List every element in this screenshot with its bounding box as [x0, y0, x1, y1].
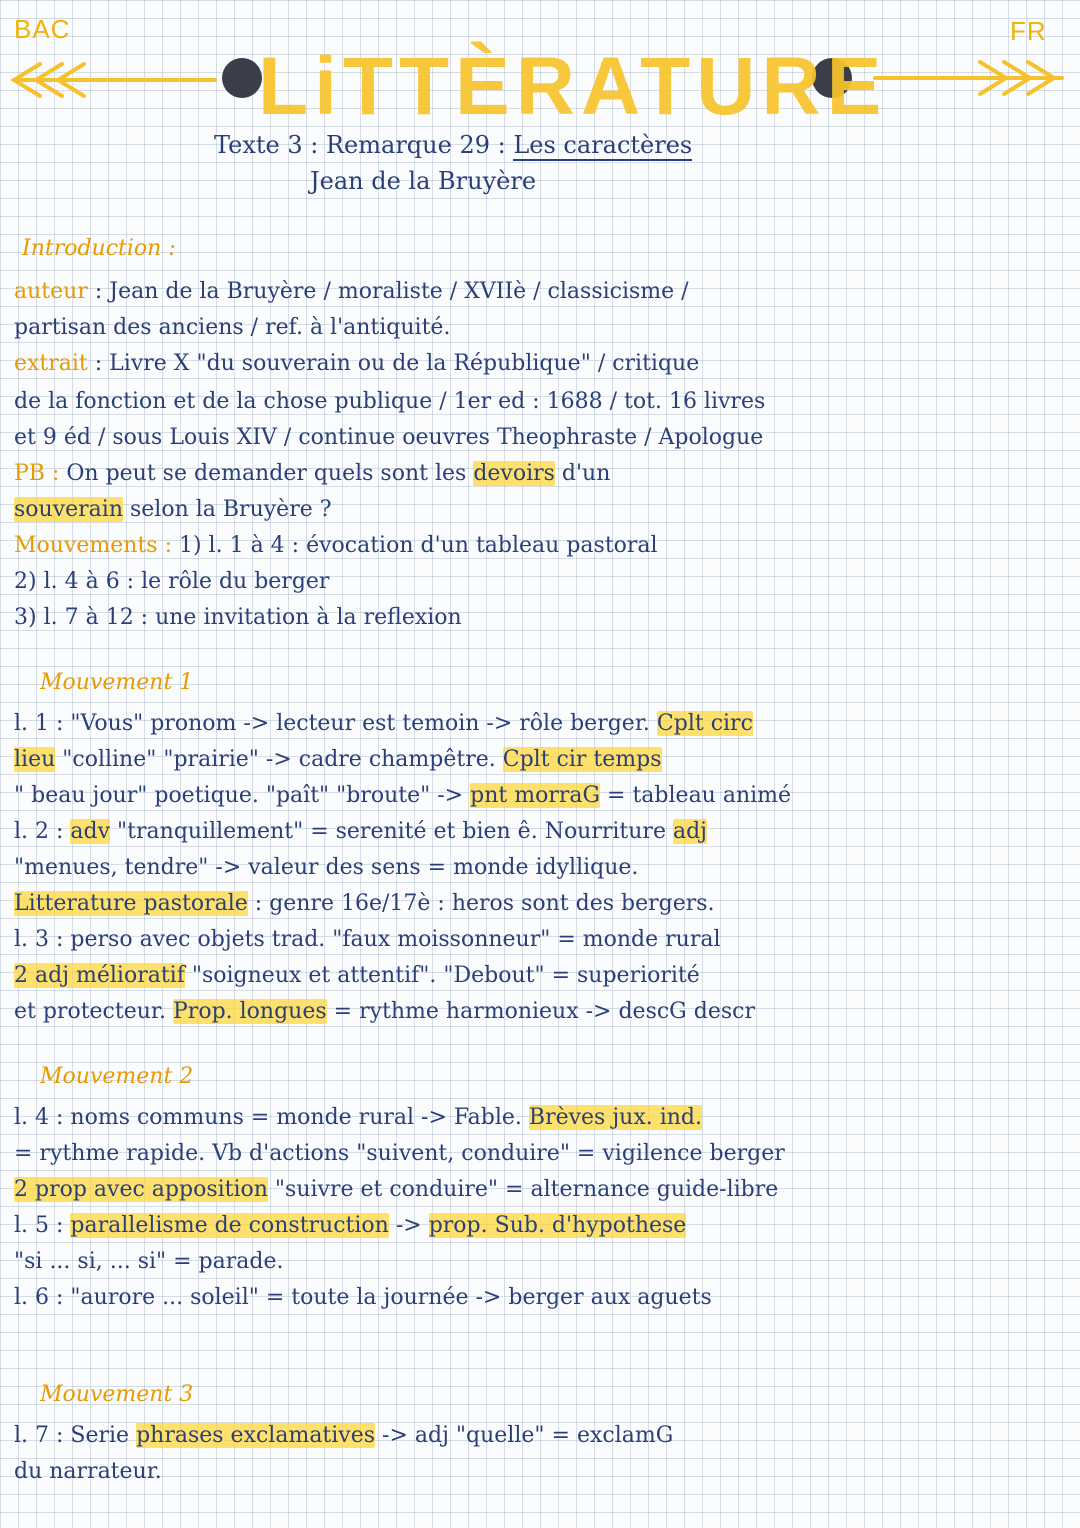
m1-line-2 — [14, 742, 662, 778]
m2-l5-highlight: parallelisme de construction — [70, 1213, 389, 1238]
subtitle-work: Les caractères — [513, 131, 693, 159]
pb-text: On peut se demander quels sont les — [66, 461, 474, 486]
m2-line-3 — [14, 1172, 778, 1208]
m1-l1c-highlight: pnt morraG — [470, 783, 601, 808]
mouvement-item-1: 1) l. 1 à 4 : évocation d'un tableau pastoral — [178, 533, 658, 558]
bac-tag: BAC — [14, 14, 71, 44]
subtitle-author: Jean de la Bruyère — [310, 167, 537, 195]
m2-line-4 — [14, 1208, 686, 1244]
m2-line-2: = rythme rapide. Vb d'actions "suivent, conduire" = vigilence berger — [14, 1141, 785, 1166]
m1-line-1 — [14, 706, 753, 742]
subtitle-prefix: Texte 3 : Remarque 29 : — [214, 131, 514, 159]
mouvement-2-heading: Mouvement 2 — [40, 1064, 194, 1089]
m3-l7-text-2: -> adj "quelle" = exclamG — [375, 1423, 674, 1448]
m1-l1c-text: " beau jour" poetique. "paît" "broute" -> — [14, 783, 471, 808]
m2-l4c-text: "suivre et conduire" = alternance guide-libre — [267, 1177, 779, 1202]
auteur-line-2: partisan des anciens / ref. à l'antiquité. — [14, 315, 451, 340]
m1-l2c-highlight: Litterature pastorale — [14, 891, 248, 916]
auteur-text: : Jean de la Bruyère / moraliste / XVIIè / classicisme / — [94, 279, 689, 304]
pb-line — [14, 456, 610, 492]
m1-l3b-text: "soigneux et attentif". "Debout" = superiorité — [184, 963, 700, 988]
auteur-label: auteur — [14, 279, 88, 304]
m1-l1b-highlight-2: Cplt cir temps — [502, 747, 662, 772]
m1-l3c-highlight: Prop. longues — [173, 999, 327, 1024]
m2-l5-highlight-2: prop. Sub. d'hypothese — [428, 1213, 687, 1238]
m1-line-8 — [14, 958, 700, 994]
m1-line-5: "menues, tendre" -> valeur des sens = monde idyllique. — [14, 855, 639, 880]
m1-line-6 — [14, 886, 715, 922]
extrait-label: extrait — [14, 351, 88, 376]
mouvements-label: Mouvements : — [14, 533, 172, 558]
mouvements-line — [14, 528, 658, 564]
m2-l4-highlight: Brèves jux. ind. — [528, 1105, 703, 1130]
fr-tag: FR — [1010, 16, 1047, 46]
m2-l5-text-2: -> — [388, 1213, 429, 1238]
m1-l1c-text-2: = tableau animé — [600, 783, 792, 808]
mouvement-item-3: 3) l. 7 à 12 : une invitation à la reflexion — [14, 605, 462, 630]
auteur-line — [14, 274, 689, 310]
page-title: LiTTÈRATURE — [258, 41, 888, 132]
extrait-line — [14, 346, 699, 382]
m3-l7-text: l. 7 : Serie — [14, 1423, 137, 1448]
pb-text-2: d'un — [554, 461, 611, 486]
m3-line-2: du narrateur. — [14, 1459, 162, 1484]
extrait-text: : Livre X "du souverain ou de la République" / critique — [94, 351, 700, 376]
m1-l2c-text: : genre 16e/17è : heros sont des bergers. — [247, 891, 715, 916]
left-dot — [222, 58, 262, 98]
introduction-heading: Introduction : — [22, 236, 176, 261]
m3-line-1 — [14, 1418, 673, 1454]
m2-l5-text: l. 5 : — [14, 1213, 71, 1238]
m1-l2-highlight: adv — [70, 819, 111, 844]
mouvement-item-2: 2) l. 4 à 6 : le rôle du berger — [14, 569, 330, 594]
m2-l4c-highlight: 2 prop avec apposition — [14, 1177, 268, 1202]
m2-line-6: l. 6 : "aurore ... soleil" = toute la journée -> berger aux aguets — [14, 1285, 712, 1310]
m1-l1-text: l. 1 : "Vous" pronom -> lecteur est temoin -> rôle berger. — [14, 711, 657, 736]
pb-text-3: selon la Bruyère ? — [123, 497, 332, 522]
pb-highlight-devoirs: devoirs — [473, 461, 555, 486]
m1-l1b-highlight: lieu — [14, 747, 56, 772]
pb-line-2 — [14, 492, 332, 528]
extrait-line-2: de la fonction et de la chose publique / 1er ed : 1688 / tot. 16 livres — [14, 389, 766, 414]
m1-line-4 — [14, 814, 707, 850]
mouvement-3-heading: Mouvement 3 — [40, 1382, 194, 1407]
pb-label: PB : — [14, 461, 60, 486]
m2-l4-text: l. 4 : noms communs = monde rural -> Fable. — [14, 1105, 529, 1130]
m1-l3b-highlight: 2 adj mélioratif — [14, 963, 185, 988]
extrait-line-3: et 9 éd / sous Louis XIV / continue oeuvres Theophraste / Apologue — [14, 425, 764, 450]
subtitle — [214, 126, 692, 164]
m1-l1-highlight: Cplt circ — [656, 711, 753, 736]
m3-l7-highlight: phrases exclamatives — [136, 1423, 376, 1448]
m1-l2-text-2: "tranquillement" = serenité et bien ê. Nourriture — [110, 819, 673, 844]
m1-line-7: l. 3 : perso avec objets trad. "faux moissonneur" = monde rural — [14, 927, 721, 952]
m1-line-9 — [14, 994, 755, 1030]
m2-line-1 — [14, 1100, 702, 1136]
m1-l2-text: l. 2 : — [14, 819, 71, 844]
m2-line-5: "si ... si, ... si" = parade. — [14, 1249, 284, 1274]
m1-l3c-text-2: = rythme harmonieux -> descG descr — [326, 999, 755, 1024]
m1-l2-highlight-2: adj — [672, 819, 707, 844]
mouvement-1-heading: Mouvement 1 — [40, 670, 194, 695]
pb-highlight-souverain: souverain — [14, 497, 123, 522]
m1-line-3 — [14, 778, 791, 814]
m1-l1b-text: "colline" "prairie" -> cadre champêtre. — [55, 747, 503, 772]
m1-l3c-text: et protecteur. — [14, 999, 173, 1024]
